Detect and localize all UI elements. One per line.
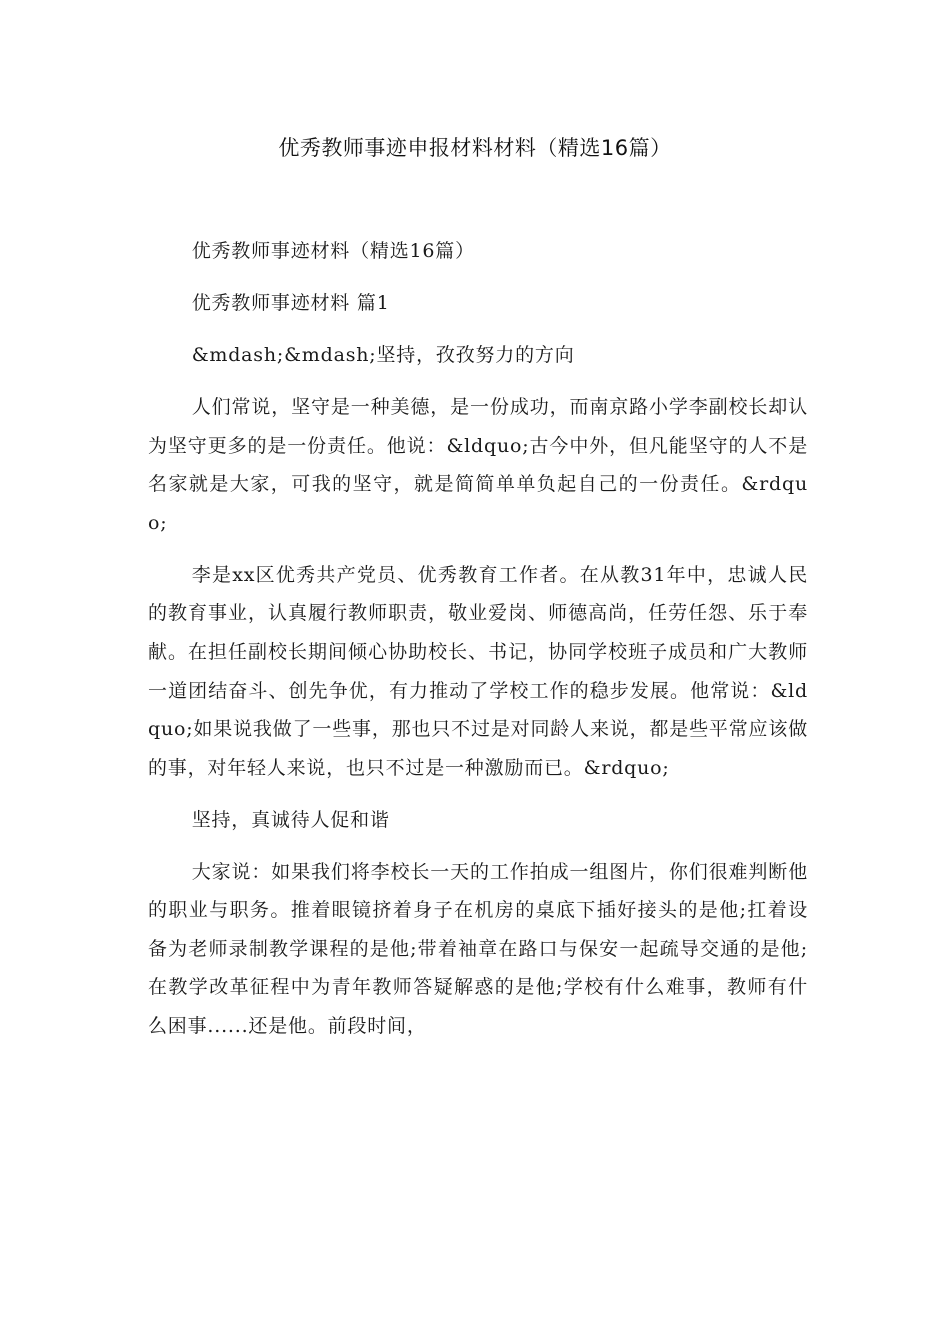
section-subheading: 坚持，真诚待人促和谐 xyxy=(191,808,390,831)
document-body xyxy=(148,232,808,1059)
body-paragraph: 大家说：如果我们将李校长一天的工作拍成一组图片，你们很难判断他的职业与职务。推着眼镜挤着身子在机房的桌底下插好接头的是他;扛着设备为老师录制教学课程的是他;带着袖章在路口与保安一起疏导交通的是他;在教学改革征程中为青年教师答疑解惑的是他;学校有什么难事，教师有什么困事......还是他。前段时间， xyxy=(148,860,808,1038)
section-heading: 优秀教师事迹材料 篇1 xyxy=(191,291,390,314)
subtitle-paragraph: 优秀教师事迹材料（精选16篇） xyxy=(191,240,475,262)
body-paragraph: 李是xx区优秀共产党员、优秀教育工作者。在从教31年中，忠诚人民的教育事业，认真履行教师职责，敬业爱岗、师德高尚，任劳任怨、乐于奉献。在担任副校长期间倾心协助校长、书记，协同学校班子成员和广大教师一道团结奋斗、创先争优，有力推动了学校工作的稳步发展。他常说：&ldquo;如果说我做了一些事，那也只不过是对同龄人来说，都是些平常应该做的事，对年轻人来说，也只不过是一种激励而已。&rdquo; xyxy=(148,563,808,779)
body-paragraph: 人们常说，坚守是一种美德，是一份成功，而南京路小学李副校长却认为坚守更多的是一份责任。他说：&ldquo;古今中外，但凡能坚守的人不是名家就是大家，可我的坚守，就是简简单单负起自己的一份责任。&rdquo; xyxy=(148,395,808,534)
section-subheading: &mdash;&mdash;坚持，孜孜努力的方向 xyxy=(191,343,575,366)
document-title: 优秀教师事迹申报材料材料（精选16篇） xyxy=(278,136,672,160)
